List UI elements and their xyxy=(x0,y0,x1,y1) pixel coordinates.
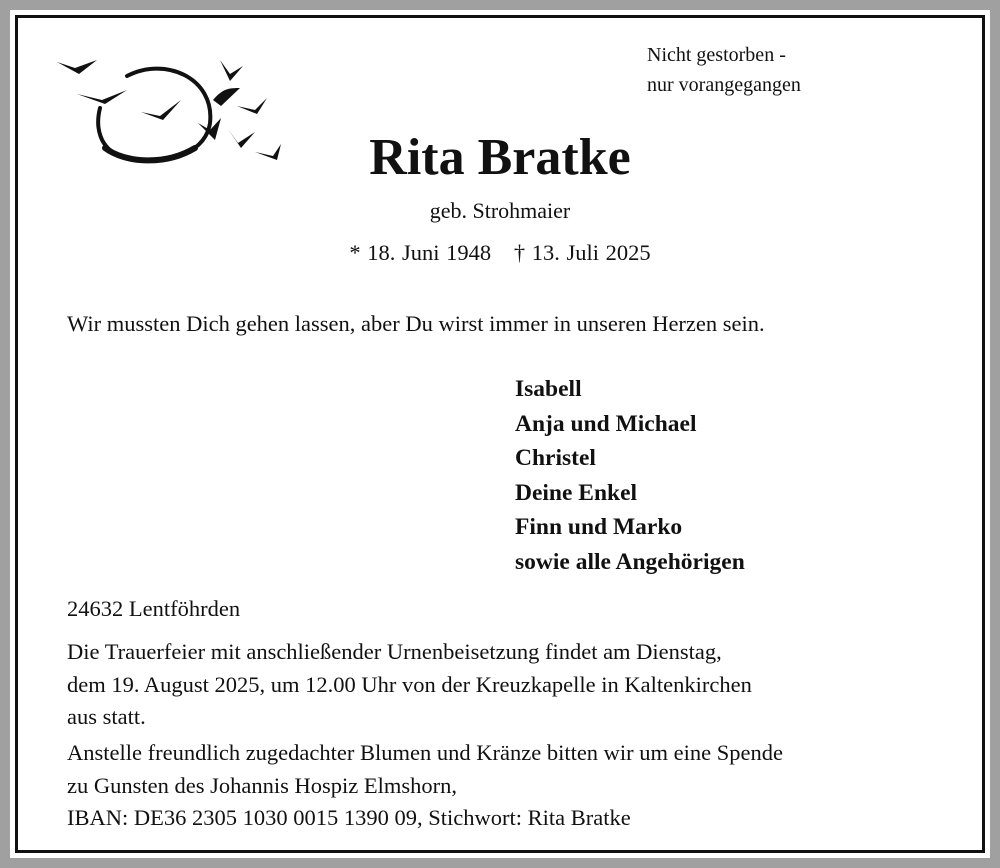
motto-line: Nicht gestorben - xyxy=(647,44,786,66)
mourner: Isabell xyxy=(515,376,582,402)
donation-line: Anstelle freundlich zugedachter Blumen und Kränze bitten wir um eine Spende xyxy=(67,740,784,765)
mourners-list xyxy=(515,372,745,579)
address: 24632 Lentföhrden xyxy=(67,596,241,621)
birth-date: * 18. Juni 1948 xyxy=(349,240,492,265)
funeral-notice xyxy=(67,636,752,734)
mourner: Deine Enkel xyxy=(515,479,638,506)
donation-notice xyxy=(67,737,783,835)
mourner: sowie alle Angehörigen xyxy=(515,548,745,575)
death-date: † 13. Juli 2025 xyxy=(513,240,651,265)
donation-line: zu Gunsten des Johannis Hospiz Elmshorn, xyxy=(67,772,457,798)
deceased-name: Rita Bratke xyxy=(369,129,631,186)
funeral-line: aus statt. xyxy=(67,704,146,729)
funeral-line: dem 19. August 2025, um 12.00 Uhr von der Kreuzkapelle in Kaltenkirchen xyxy=(67,671,752,697)
mourner: Christel xyxy=(515,445,596,471)
mourner: Finn und Marko xyxy=(515,514,683,540)
birth-name: geb. Strohmaier xyxy=(429,198,571,223)
mourner: Anja und Michael xyxy=(515,410,697,437)
motto xyxy=(647,40,801,100)
motto-line: nur vorangegangen xyxy=(647,74,801,96)
quote: Wir mussten Dich gehen lassen, aber Du wirst immer in unseren Herzen sein. xyxy=(67,311,765,336)
obituary-card xyxy=(10,10,990,858)
funeral-line: Die Trauerfeier mit anschließender Urnenbeisetzung findet am Dienstag, xyxy=(67,639,722,664)
donation-line: IBAN: DE36 2305 1030 0015 1390 09, Stichwort: Rita Bratke xyxy=(67,805,631,830)
life-dates xyxy=(10,242,990,265)
